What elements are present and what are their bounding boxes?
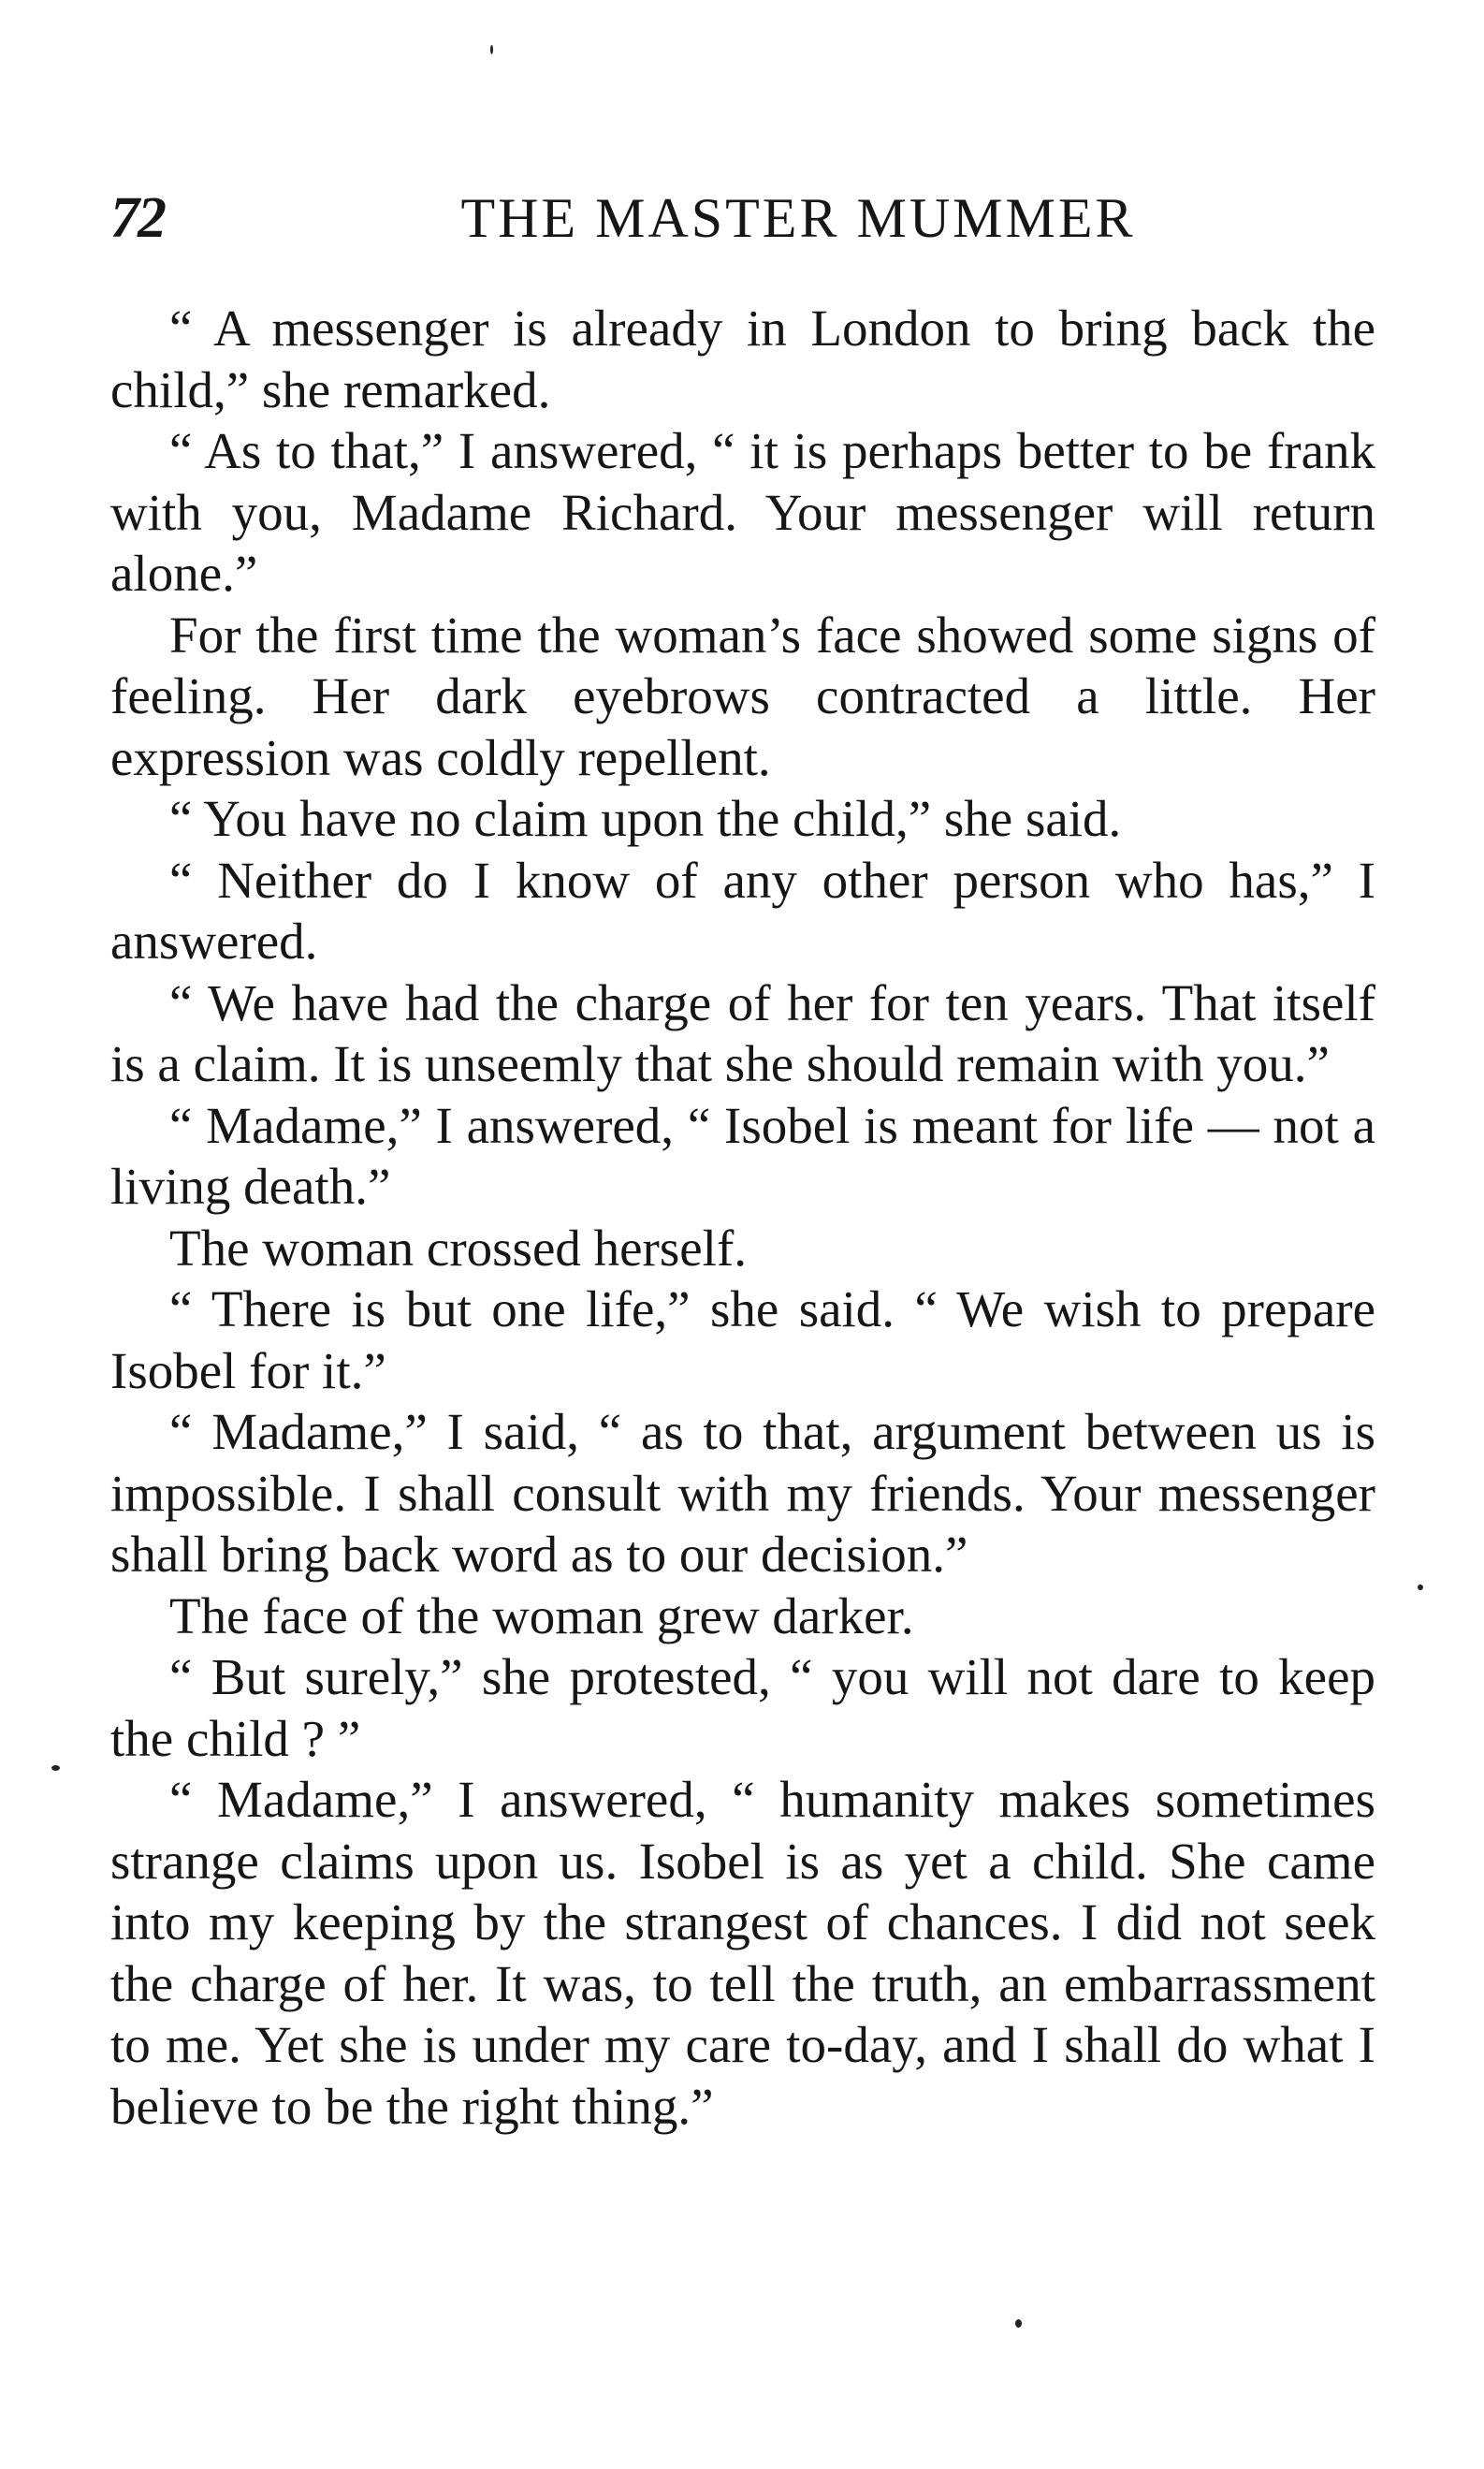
paragraph: “ You have no claim upon the child,” she said. xyxy=(169,790,1122,847)
paragraph: “ We have had the charge of her for ten years. That itself is a claim. It is unseemly that she should remain with you.” xyxy=(110,973,1375,1092)
paragraph: The woman crossed herself. xyxy=(169,1219,748,1277)
paragraph: “ A messenger is already in London to bring back the child,” she remarked. xyxy=(110,299,1375,418)
body-text xyxy=(110,298,1375,2137)
running-title: THE MASTER MUMMER xyxy=(460,187,1136,249)
ink-speck xyxy=(490,45,493,54)
paragraph: “ Madame,” I answered, “ Isobel is meant for life — not a living death.” xyxy=(110,1096,1375,1215)
ink-speck xyxy=(1015,2319,1022,2328)
paragraph: “ Madame,” I answered, “ humanity makes sometimes strange claims upon us. Isobel is as yet a child. She came into my keeping by the strangest of chances. I did not seek the charge of her. It was, to tell the truth, an embarrassment to me. Yet she is under my care to-day, and I shall do what I believe to be the right thing.” xyxy=(110,1771,1375,2135)
page-number: 72 xyxy=(110,186,165,250)
paragraph: “ Madame,” I said, “ as to that, argument between us is impossible. I shall consult with my friends. Your messenger shall bring back word as to our decision.” xyxy=(110,1403,1375,1583)
paragraph: The face of the woman grew darker. xyxy=(169,1586,914,1644)
paragraph: For the first time the woman’s face showed some signs of feeling. Her dark eyebrows contracted a little. Her expression was coldly repellent. xyxy=(110,606,1375,786)
ink-speck xyxy=(1418,1585,1423,1590)
ink-speck xyxy=(51,1765,60,1771)
paragraph: “ Neither do I know of any other person who has,” I answered. xyxy=(110,851,1375,970)
paragraph: “ As to that,” I answered, “ it is perhaps better to be frank with you, Madame Richard. Your messenger will return alone.” xyxy=(110,422,1375,602)
paragraph: “ But surely,” she protested, “ you will not dare to keep the child ? ” xyxy=(110,1648,1375,1767)
paragraph: “ There is but one life,” she said. “ We wish to prepare Isobel for it.” xyxy=(110,1280,1375,1399)
page-header xyxy=(110,176,1375,260)
